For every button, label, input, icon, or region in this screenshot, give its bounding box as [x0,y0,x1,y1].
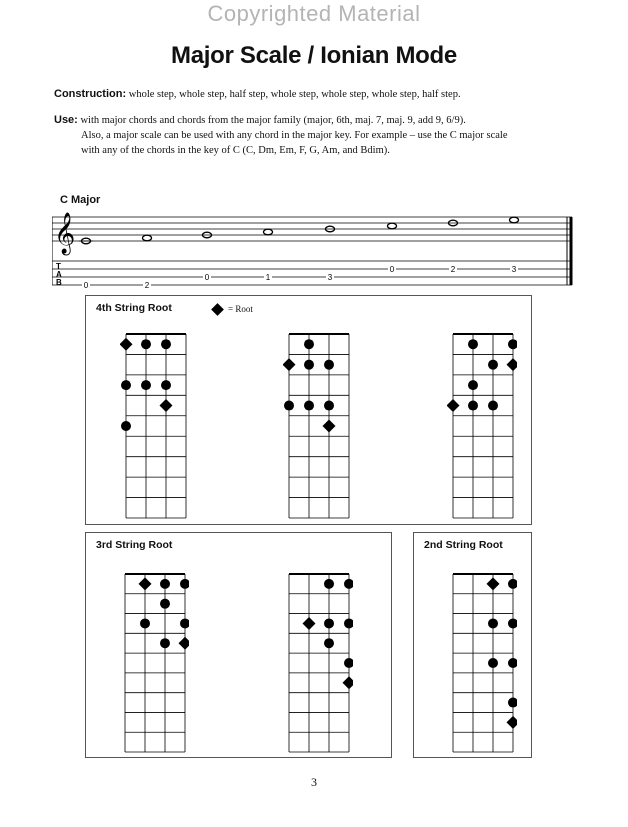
box-title-4th-string-root: 4th String Root [96,302,172,314]
root-note-marker [343,676,354,689]
tab-fret-number: 3 [511,265,517,274]
tab-fret-number: 2 [450,265,456,274]
construction-paragraph [54,87,574,102]
scale-note-dot [141,380,151,390]
scale-note-dot [324,360,334,370]
scale-note-dot [304,339,314,349]
note-f [264,229,273,235]
root-note-marker [507,358,518,371]
page-number: 3 [311,775,317,789]
root-note-marker [179,637,190,650]
scale-note-dot [180,579,189,589]
scale-note-dot [344,579,353,589]
use-text-line-1: with major chords and chords from the major family (major, 6th, maj. 7, maj. 9, add 9, 6/9). [80,115,466,126]
root-note-marker [283,358,296,371]
root-note-marker [447,399,460,412]
use-paragraph [54,113,574,158]
scale-note-dot [324,579,334,589]
box-4th-string-root [85,295,532,525]
scale-note-dot [508,618,517,628]
tab-fret-number: 0 [204,273,210,282]
use-text-line-3: with any of the chords in the key of C (C, Dm, Em, F, G, Am, and Bdim). [81,145,390,156]
tab-fret-number: 3 [327,273,333,282]
scale-note-dot [304,401,314,411]
scale-note-dot [140,618,150,628]
tab-fret-number: 0 [83,281,89,289]
use-label: Use: [54,114,78,126]
scale-note-dot [284,401,294,411]
scale-note-dot [488,401,498,411]
box-title-2nd-string-root: 2nd String Root [424,539,503,551]
scale-note-dot [121,380,131,390]
tab-fret-number: 1 [265,273,271,282]
note-a [388,223,397,229]
scale-note-dot [161,380,171,390]
fretboard-diagram [283,570,353,756]
root-note-marker [303,617,316,630]
fretboard-diagram [119,570,189,756]
scale-note-dot [344,658,353,668]
root-diamond-icon [211,303,224,316]
fretboard-diagram [283,330,353,522]
scale-title: C Major [60,194,101,206]
scale-note-dot [508,658,517,668]
tab-fret-number: 0 [389,265,395,274]
scale-note-dot [468,401,478,411]
treble-clef-icon: 𝄞 [54,213,76,254]
note-c-high [510,217,519,223]
use-text-line-2: Also, a major scale can be used with any chord in the major key. For example – use the C major scale [81,130,508,141]
scale-note-dot [488,658,498,668]
root-note-marker [487,577,500,590]
root-note-marker [323,420,336,433]
staff-notes [79,217,519,244]
tab-clef-a: A [56,270,62,279]
scale-note-dot [508,579,517,589]
root-note-marker [120,338,133,351]
note-d [143,235,152,241]
scale-note-dot [141,339,151,349]
scale-note-dot [344,618,353,628]
tab-clef-b: B [56,278,62,287]
box-title-3rd-string-root: 3rd String Root [96,539,173,551]
construction-label: Construction: [54,88,127,100]
legend-text: = Root [228,304,253,314]
tab-clef-t: T [56,262,61,271]
scale-note-dot [324,618,334,628]
treble-staff [52,217,572,241]
scale-note-dot [160,599,170,609]
fretboard-diagram [120,330,190,522]
tab-fret-number: 2 [144,281,150,289]
scale-note-dot [508,698,517,708]
box-3rd-string-root [85,532,392,758]
scale-note-dot [468,380,478,390]
scale-note-dot [488,360,498,370]
box-2nd-string-root [413,532,532,758]
scale-note-dot [121,421,131,431]
construction-text: whole step, whole step, half step, whole step, whole step, whole step, half step. [128,89,461,100]
notation-staff [52,205,576,289]
scale-note-dot [180,618,189,628]
root-legend [213,304,253,314]
scale-note-dot [488,618,498,628]
root-note-marker [507,716,518,729]
scale-note-dot [160,638,170,648]
scale-note-dot [304,360,314,370]
scale-note-dot [468,339,478,349]
scale-note-dot [508,339,517,349]
scale-note-dot [324,638,334,648]
scale-note-dot [161,339,171,349]
scale-note-dot [324,401,334,411]
root-note-marker [160,399,173,412]
tab-staff [52,261,572,285]
root-note-marker [139,577,152,590]
copyright-watermark: Copyrighted Material [207,1,421,26]
scale-note-dot [160,579,170,589]
page-title: Major Scale / Ionian Mode [171,42,457,69]
fretboard-diagram [447,330,517,522]
fretboard-diagram [447,570,517,756]
